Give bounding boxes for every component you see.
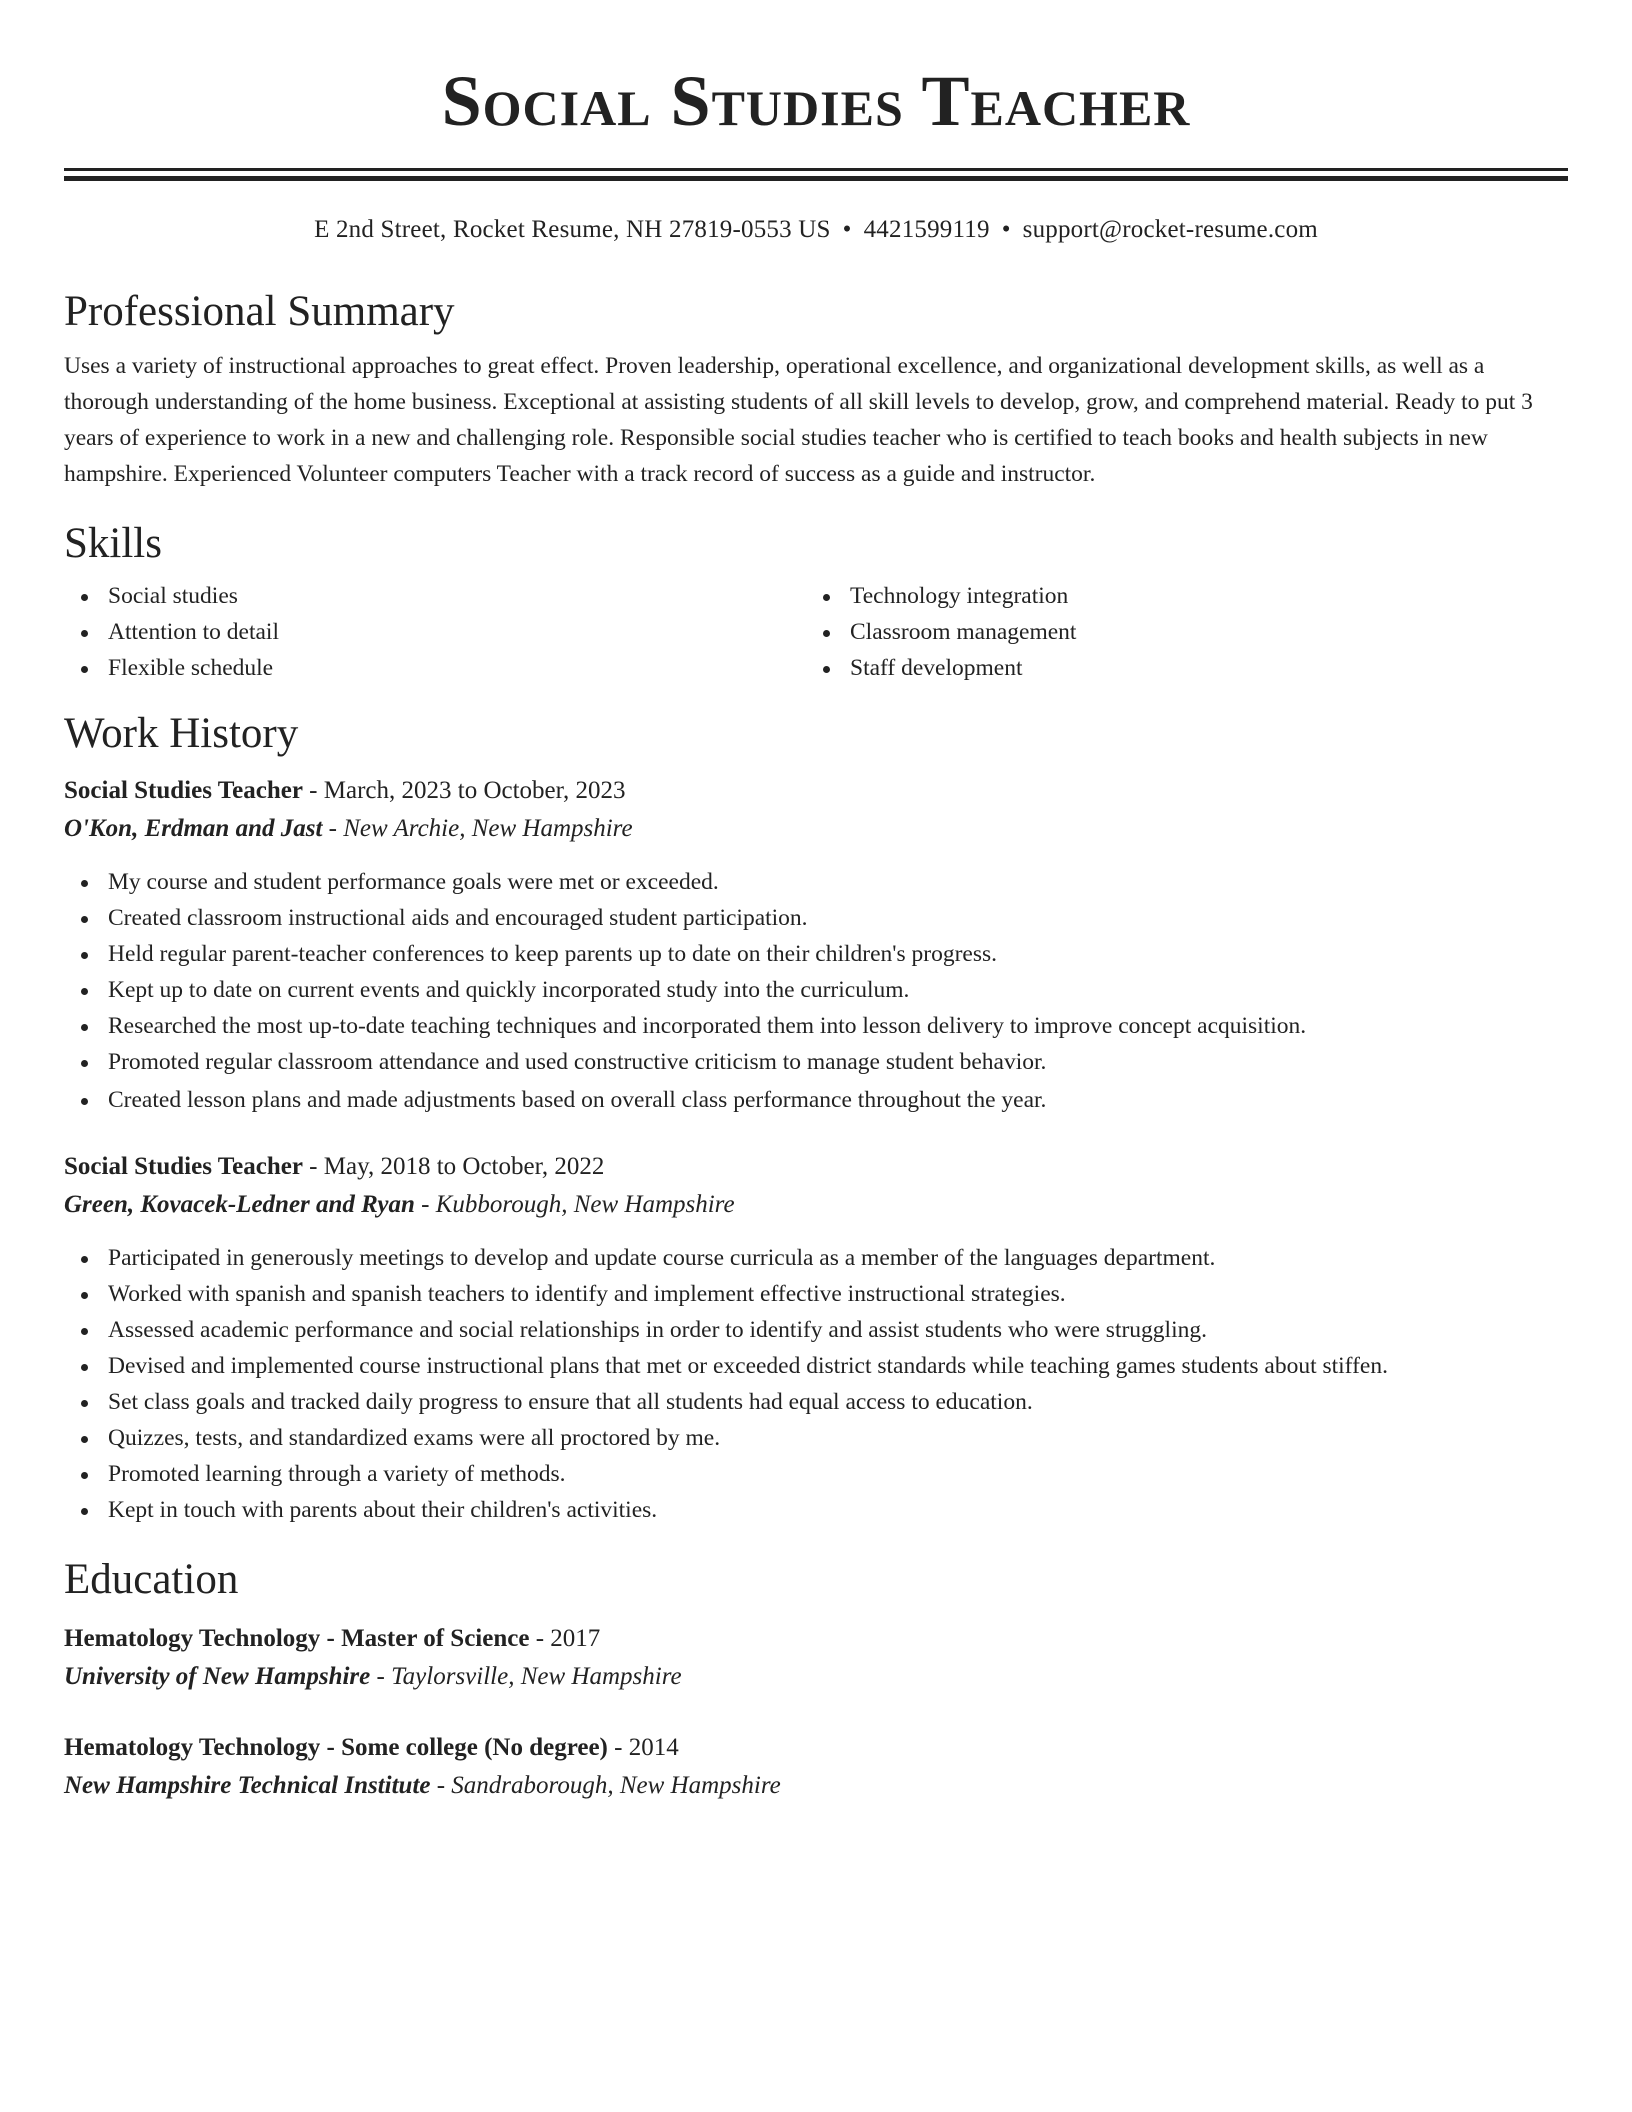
contact-separator: • <box>1001 216 1011 243</box>
header-divider-thin <box>64 168 1568 171</box>
work-history-heading: Work History <box>64 710 299 757</box>
education-year: - 2017 <box>529 1625 601 1652</box>
duty-item: Kept up to date on current events and quickly incorporated study into the curriculum. <box>64 972 1568 1008</box>
job-employer <box>64 1186 1568 1224</box>
education-degree: Hematology Technology - Master of Science <box>64 1625 530 1652</box>
skills-heading: Skills <box>64 520 162 567</box>
resume-title: Social Studies Teacher <box>441 61 1191 141</box>
skill-item: Classroom management <box>806 614 1548 650</box>
education-header <box>64 1729 1568 1767</box>
duty-item: My course and student performance goals were met or exceeded. <box>64 864 1568 900</box>
summary-heading: Professional Summary <box>64 288 455 335</box>
header-divider-thick <box>64 176 1568 181</box>
duty-item: Assessed academic performance and social relationships in order to identify and assist students who were struggling. <box>64 1312 1568 1348</box>
job-title: Social Studies Teacher <box>64 777 303 804</box>
skill-item: Technology integration <box>806 578 1548 614</box>
contact-email[interactable]: support@rocket-resume.com <box>1022 216 1318 243</box>
skills-list <box>64 578 1568 686</box>
education-degree: Hematology Technology - Some college (No degree) <box>64 1734 608 1761</box>
education-header <box>64 1620 1568 1658</box>
duty-item: Promoted learning through a variety of methods. <box>64 1456 1568 1492</box>
skill-item: Attention to detail <box>64 614 806 650</box>
education-location: - Taylorsville, New Hampshire <box>370 1663 682 1690</box>
job-entry <box>64 772 1568 1118</box>
job-header <box>64 772 1568 810</box>
job-duties <box>64 1240 1568 1528</box>
duty-item: Created classroom instructional aids and encouraged student participation. <box>64 900 1568 936</box>
duty-item: Held regular parent-teacher conferences to keep parents up to date on their children's progress. <box>64 936 1568 972</box>
contact-separator: • <box>842 216 852 243</box>
job-company: O'Kon, Erdman and Jast <box>64 815 323 842</box>
duty-item: Devised and implemented course instructional plans that met or exceeded district standards while teaching games students about stiffen. <box>64 1348 1568 1384</box>
skills-column-left <box>64 578 806 686</box>
duty-item: Kept in touch with parents about their children's activities. <box>64 1492 1568 1528</box>
education-year: - 2014 <box>607 1734 679 1761</box>
job-location: - New Archie, New Hampshire <box>322 815 633 842</box>
contact-phone: 4421599119 <box>863 216 990 243</box>
job-company: Green, Kovacek-Ledner and Ryan <box>64 1191 415 1218</box>
education-school: New Hampshire Technical Institute <box>64 1772 431 1799</box>
duty-item: Participated in generously meetings to develop and update course curricula as a member of the languages department. <box>64 1240 1568 1276</box>
skill-item: Social studies <box>64 578 806 614</box>
summary-text: Uses a variety of instructional approaches to great effect. Proven leadership, operational excellence, and organizational development skills, as well as a thorough understanding of the home business. Exceptional at assisting students of all skill levels to develop, grow, and comprehend material. Ready to put 3 years of experience to work in a new and challenging role. Responsible social studies teacher who is certified to teach books and health subjects in new hampshire. Experienced Volunteer computers Teacher with a track record of success as a guide and instructor. <box>64 353 1533 487</box>
job-header <box>64 1148 1568 1186</box>
duty-item: Set class goals and tracked daily progress to ensure that all students had equal access to education. <box>64 1384 1568 1420</box>
education-entry <box>64 1620 1568 1696</box>
duty-item: Promoted regular classroom attendance and used constructive criticism to manage student behavior. <box>64 1044 1568 1080</box>
education-heading: Education <box>64 1556 239 1603</box>
education-location: - Sandraborough, New Hampshire <box>430 1772 781 1799</box>
job-title: Social Studies Teacher <box>64 1153 303 1180</box>
duty-item: Quizzes, tests, and standardized exams were all proctored by me. <box>64 1420 1568 1456</box>
contact-line <box>64 214 1568 246</box>
duty-item: Created lesson plans and made adjustments based on overall class performance throughout the year. <box>64 1082 1568 1118</box>
job-employer <box>64 810 1568 848</box>
education-entry <box>64 1729 1568 1805</box>
contact-address: E 2nd Street, Rocket Resume, NH 27819-0553 US <box>314 216 831 243</box>
duty-item: Researched the most up-to-date teaching techniques and incorporated them into lesson delivery to improve concept acquisition. <box>64 1008 1568 1044</box>
skills-column-right <box>806 578 1548 686</box>
skill-item: Flexible schedule <box>64 650 806 686</box>
job-duties <box>64 864 1568 1118</box>
job-location: - Kubborough, New Hampshire <box>414 1191 735 1218</box>
education-school-line <box>64 1658 1568 1696</box>
duty-item: Worked with spanish and spanish teachers to identify and implement effective instructional strategies. <box>64 1276 1568 1312</box>
job-dates: - May, 2018 to October, 2022 <box>302 1153 605 1180</box>
skill-item: Staff development <box>806 650 1548 686</box>
job-entry <box>64 1148 1568 1528</box>
resume-page <box>64 0 1568 1805</box>
job-dates: - March, 2023 to October, 2023 <box>302 777 626 804</box>
education-school-line <box>64 1767 1568 1805</box>
education-school: University of New Hampshire <box>64 1663 371 1690</box>
